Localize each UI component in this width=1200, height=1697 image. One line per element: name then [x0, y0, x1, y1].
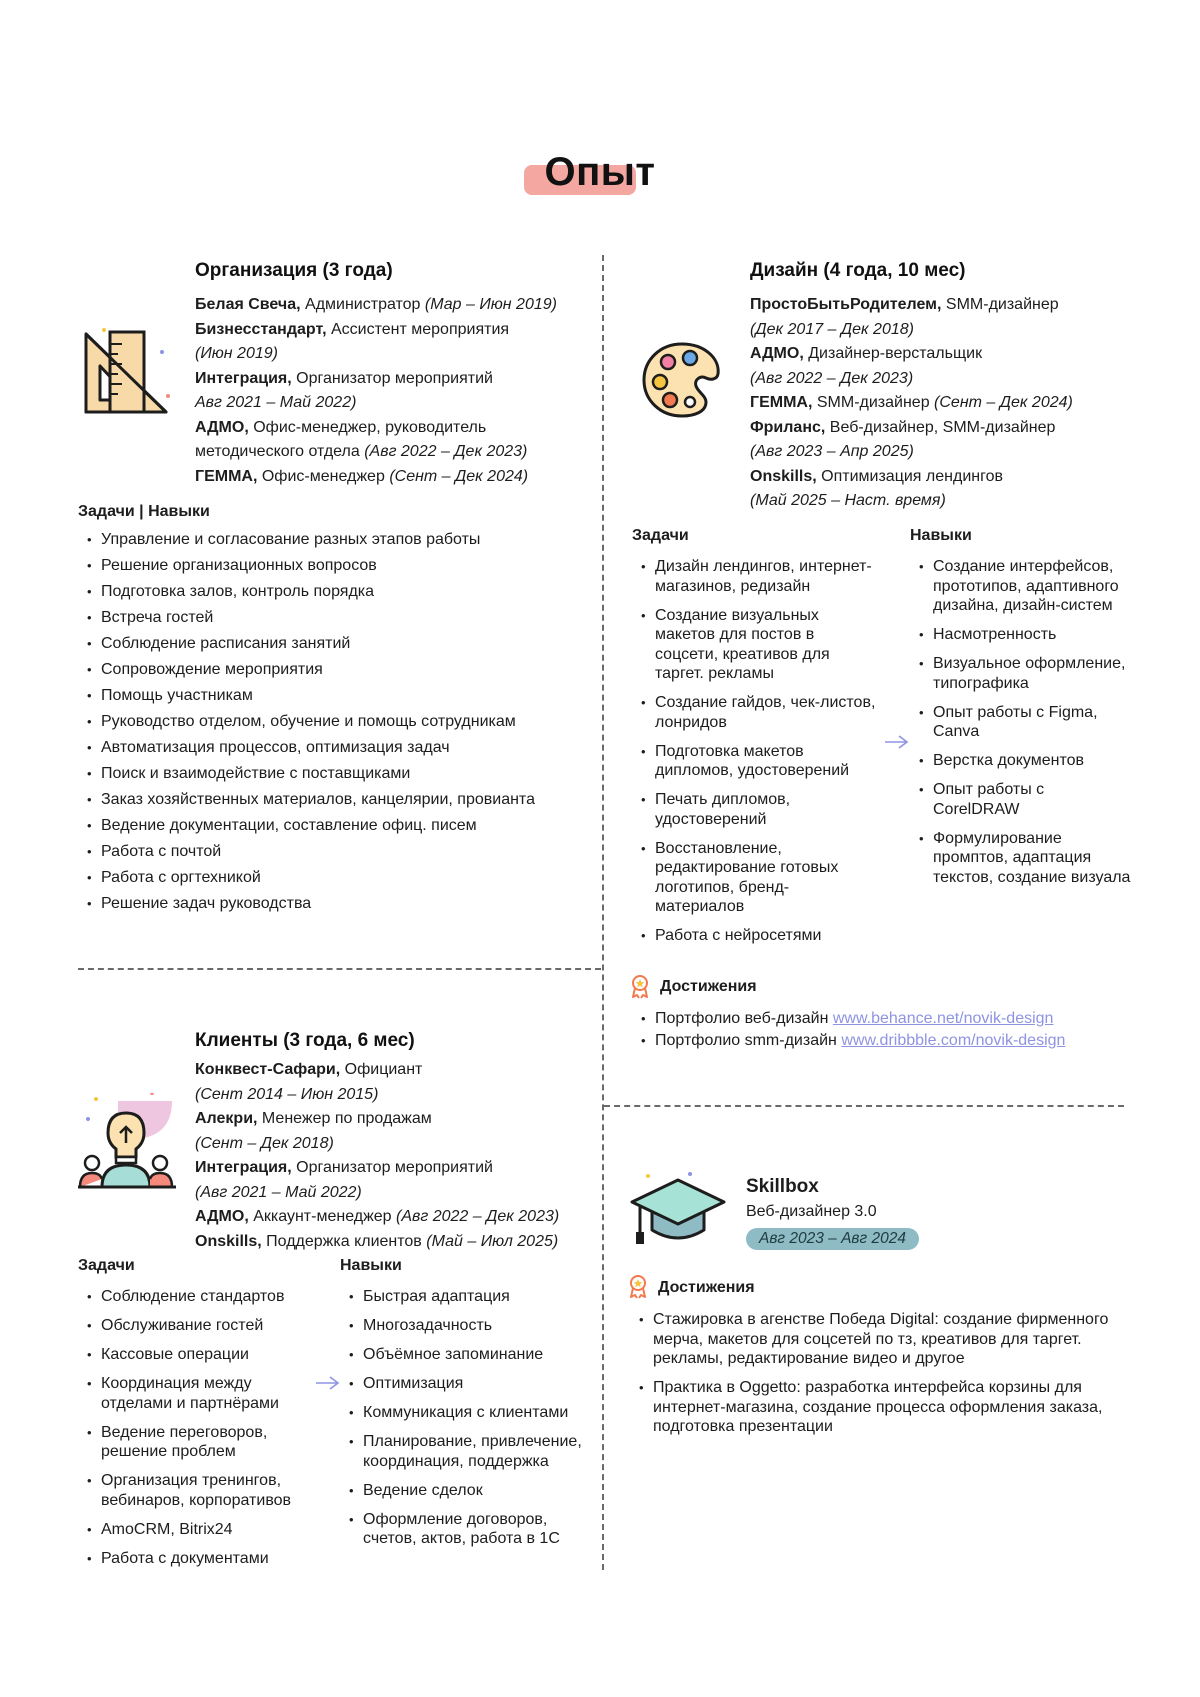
design-job: ПростоБытьРодителем, SMM-дизайнер (Дек 2017 – Дек 2018): [750, 296, 1059, 338]
list-item: • Решение организационных вопросов: [78, 553, 598, 579]
education-school: Skillbox: [746, 1176, 819, 1197]
award-icon: [626, 1274, 650, 1300]
list-item: • Оформление договоров, счетов, актов, работа в 1С: [340, 1510, 602, 1549]
design-jobs: [750, 293, 1150, 514]
design-title: Дизайн (4 года, 10 мес): [750, 260, 966, 281]
org-job: АДМО, Офис-менеджер, руководитель методического отдела (Авг 2022 – Дек 2023): [195, 418, 528, 460]
clients-title: Клиенты (3 года, 6 мес): [195, 1030, 415, 1051]
page-title: Опыт: [544, 150, 656, 194]
design-job: ГЕММА, SMM-дизайнер (Сент – Дек 2024): [750, 394, 1073, 411]
list-item: • Встреча гостей: [78, 605, 598, 631]
design-skills-heading: Навыки: [910, 527, 972, 544]
list-item: • Коммуникация с клиентами: [340, 1403, 602, 1423]
list-item: • Координация между отделами и партнёрами: [78, 1374, 323, 1413]
list-item: • Работа с почтой: [78, 839, 598, 865]
list-item: • Опыт работы с CorelDRAW: [910, 780, 1135, 819]
list-item: • Верстка документов: [910, 751, 1135, 771]
clients-job: Алекри, Менежер по продажам (Сент – Дек 2018): [195, 1110, 432, 1152]
horizontal-divider-left: [78, 968, 601, 970]
list-item: • Быстрая адаптация: [340, 1287, 602, 1307]
graduation-cap-icon: [628, 1172, 728, 1252]
org-job: Бизнесстандарт, Ассистент мероприятия (Июн 2019): [195, 320, 510, 362]
list-item: • Визуальное оформление, типографика: [910, 654, 1135, 693]
org-job: Интеграция, Организатор мероприятий Авг 2021 – Май 2022): [195, 369, 493, 411]
award-icon: [628, 974, 652, 1000]
clients-tasks-heading: Задачи: [78, 1257, 135, 1274]
palette-icon: [640, 340, 724, 420]
list-item: • Подготовка залов, контроль порядка: [78, 579, 598, 605]
page-title-wrap: [0, 150, 1200, 195]
org-job: Белая Свеча, Администратор (Мар – Июн 2019): [195, 296, 557, 313]
design-job: Фриланс, Веб-дизайнер, SMM-дизайнер (Авг 2023 – Апр 2025): [750, 418, 1056, 460]
list-item: • Решение задач руководства: [78, 891, 598, 917]
list-item: • Формулирование промптов, адаптация текстов, создание визуала: [910, 829, 1135, 888]
list-item: • Работа с документами: [78, 1549, 323, 1569]
list-item: • Оптимизация: [340, 1374, 602, 1394]
education-dates: Авг 2023 – Авг 2024: [746, 1228, 919, 1250]
clients-job: АДМО, Аккаунт-менеджер (Авг 2022 – Дек 2023): [195, 1208, 560, 1225]
education-dates-pill: [746, 1228, 919, 1250]
design-skills-list: [910, 557, 1135, 897]
org-tasks-list: [78, 527, 598, 917]
list-item: • Автоматизация процессов, оптимизация задач: [78, 735, 598, 761]
design-tasks-heading: Задачи: [632, 527, 689, 544]
behance-link[interactable]: www.behance.net/novik-design: [832, 1010, 1054, 1027]
list-item: • Помощь участникам: [78, 683, 598, 709]
clients-skills-list: [340, 1287, 602, 1558]
vertical-divider: [602, 255, 604, 1570]
list-item: • Насмотренность: [910, 625, 1135, 645]
design-tasks-list: [632, 557, 877, 955]
list-item: • Объёмное запоминание: [340, 1345, 602, 1365]
list-item: • Руководство отделом, обучение и помощь сотрудникам: [78, 709, 598, 735]
list-item: • Практика в Oggetto: разработка интерфейса корзины для интернет-магазина, создание процесса оформления заказа, подготовка презентации: [630, 1378, 1130, 1437]
horizontal-divider-right: [604, 1105, 1124, 1107]
list-item: • Создание интерфейсов, прототипов, адаптивного дизайна, дизайн-систем: [910, 557, 1135, 616]
education-course: Веб-дизайнер 3.0: [746, 1203, 877, 1220]
list-item: • Многозадачность: [340, 1316, 602, 1336]
org-job: ГЕММА, Офис-менеджер (Сент – Дек 2024): [195, 467, 529, 485]
list-item: • Ведение переговоров, решение проблем: [78, 1423, 323, 1462]
list-item: • Соблюдение расписания занятий: [78, 631, 598, 657]
list-item: • Создание визуальных макетов для постов в соцсети, креативов для таргет. рекламы: [632, 606, 877, 684]
list-item: • Сопровождение мероприятия: [78, 657, 598, 683]
clients-job: Интеграция, Организатор мероприятий (Авг 2021 – Май 2022): [195, 1159, 493, 1201]
list-item: • Кассовые операции: [78, 1345, 323, 1365]
org-jobs: [195, 293, 595, 489]
list-item: • Портфолио веб-дизайн www.behance.net/novik-design: [632, 1008, 1152, 1030]
list-item: • Поиск и взаимодействие с поставщиками: [78, 761, 598, 787]
list-item: • Управление и согласование разных этапов работы: [78, 527, 598, 553]
clients-jobs: [195, 1058, 595, 1254]
arrow-right-icon: [315, 1375, 341, 1391]
list-item: • Печать дипломов, удостоверений: [632, 790, 877, 829]
list-item: • Стажировка в агенстве Победа Digital: создание фирменного мерча, макетов для соцсетей по тз, креативов для таргет. рекламы, редактирование видео и другое: [630, 1310, 1130, 1369]
ruler-triangle-icon: [82, 326, 172, 418]
org-title: Организация (3 года): [195, 260, 393, 281]
education-achievements-heading: Достижения: [658, 1279, 755, 1296]
idea-people-icon: [78, 1093, 178, 1193]
list-item: • Восстановление, редактирование готовых логотипов, бренд-материалов: [632, 839, 877, 917]
education-achievements-list: [630, 1310, 1130, 1446]
design-achievements-heading: Достижения: [660, 978, 757, 995]
dribbble-link[interactable]: www.dribbble.com/novik-design: [841, 1031, 1066, 1049]
clients-job: Onskills, Поддержка клиентов (Май – Июл 2025): [195, 1232, 559, 1250]
design-achievements-list: [632, 1008, 1152, 1051]
list-item: • AmoCRM, Bitrix24: [78, 1520, 323, 1540]
list-item: • Обслуживание гостей: [78, 1316, 323, 1336]
list-item: • Заказ хозяйственных материалов, канцелярии, провианта: [78, 787, 598, 813]
list-item: • Дизайн лендингов, интернет-магазинов, редизайн: [632, 557, 877, 596]
arrow-right-icon: [884, 734, 910, 750]
clients-skills-heading: Навыки: [340, 1257, 402, 1274]
clients-tasks-list: [78, 1287, 323, 1578]
list-item: • Ведение документации, составление офиц. писем: [78, 813, 598, 839]
list-item: • Организация тренингов, вебинаров, корпоративов: [78, 1471, 323, 1510]
list-item: • Соблюдение стандартов: [78, 1287, 323, 1307]
list-item: • Работа с нейросетями: [632, 926, 877, 946]
clients-job: Конквест-Сафари, Официант (Сент 2014 – Июн 2015): [195, 1061, 423, 1103]
list-item: • Портфолио smm-дизайн www.dribbble.com/novik-design: [632, 1030, 1152, 1052]
list-item: • Подготовка макетов дипломов, удостоверений: [632, 742, 877, 781]
list-item: • Ведение сделок: [340, 1481, 602, 1501]
list-item: • Создание гайдов, чек-листов, лонридов: [632, 693, 877, 732]
design-job: Onskills, Оптимизация лендингов (Май 2025 – Наст. время): [750, 467, 1003, 509]
design-job: АДМО, Дизайнер-верстальщик (Авг 2022 – Дек 2023): [750, 345, 983, 387]
list-item: • Планирование, привлечение, координация, поддержка: [340, 1432, 602, 1471]
list-item: • Опыт работы с Figma, Canva: [910, 703, 1135, 742]
org-tasks-heading: Задачи | Навыки: [78, 503, 210, 520]
list-item: • Работа с оргтехникой: [78, 865, 598, 891]
